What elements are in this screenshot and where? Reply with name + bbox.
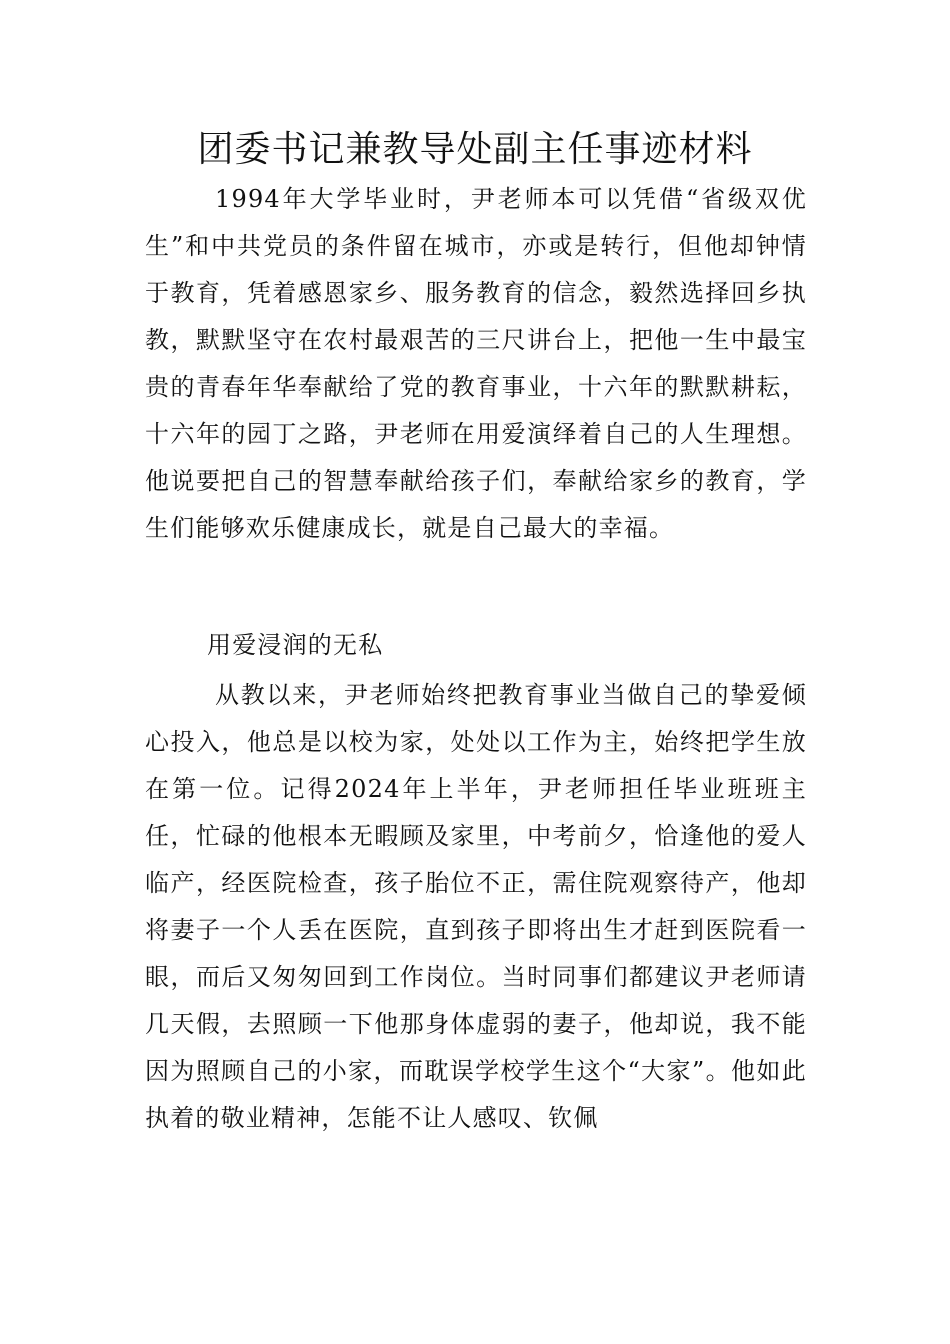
paragraph-intro: 1994年大学毕业时，尹老师本可以凭借“省级双优生”和中共党员的条件留在城市，亦或是转行，但他却钟情于教育，凭着感恩家乡、服务教育的信念，毅然选择回乡执教，默默坚守在农村最艰苦的三尺讲台上，把他一生中最宝贵的青春年华奉献给了党的教育事业，十六年的默默耕耘，十六年的园丁之路，尹老师在用爱演绎着自己的人生理想。他说要把自己的智慧奉献给孩子们，奉献给家乡的教育，学生们能够欢乐健康成长，就是自己最大的幸福。 (145, 185, 807, 542)
section-heading: 用爱浸润的无私 (207, 631, 384, 659)
page-title: 团委书记兼教导处副主任事迹材料 (197, 129, 753, 170)
paragraph-dedication: 从教以来，尹老师始终把教育事业当做自己的挚爱倾心投入，他总是以校为家，处处以工作为主，始终把学生放在第一位。记得2024年上半年，尹老师担任毕业班班主任，忙碌的他根本无暇顾及家里，中考前夕，恰逢他的爱人临产，经医院检查，孩子胎位不正，需住院观察待产，他却将妻子一个人丢在医院，直到孩子即将出生才赶到医院看一眼，而后又匆匆回到工作岗位。当时同事们都建议尹老师请几天假，去照顾一下他那身体虚弱的妻子，他却说，我不能因为照顾自己的小家，而耽误学校学生这个“大家”。他如此执着的敬业精神，怎能不让人感叹、钦佩 (145, 681, 807, 1132)
